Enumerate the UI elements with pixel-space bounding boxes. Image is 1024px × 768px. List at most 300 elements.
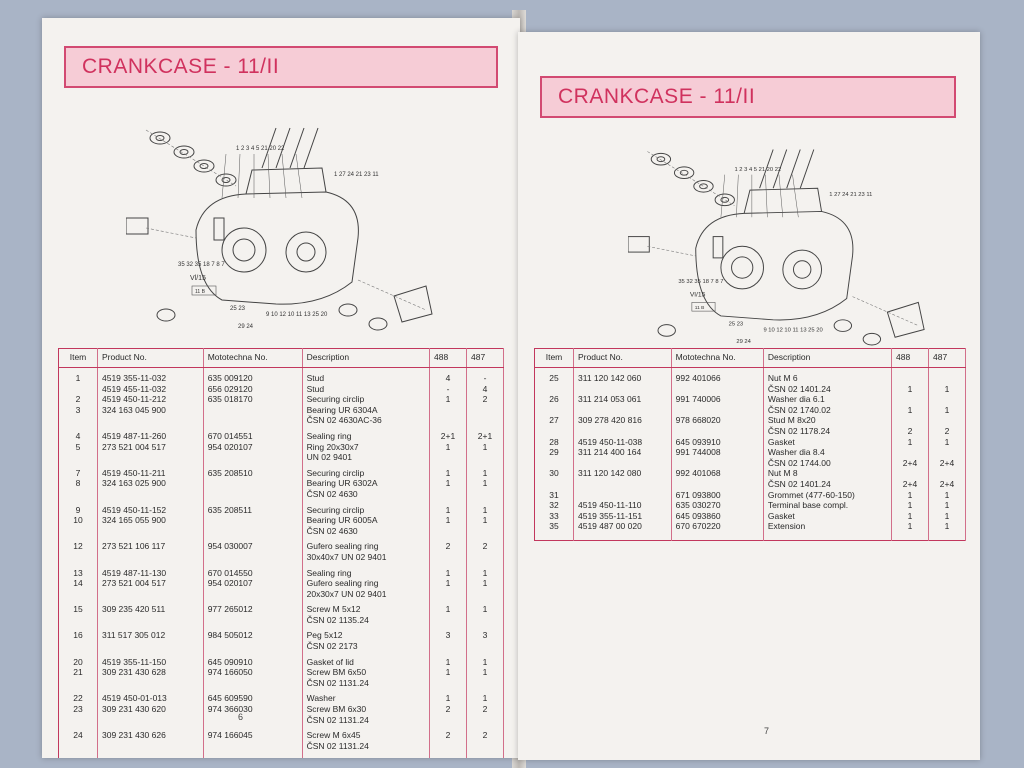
cell-mototechna-no <box>203 615 302 626</box>
table-row <box>535 394 966 405</box>
cylinder-mount <box>744 188 821 213</box>
cell-qty-487 <box>929 415 966 426</box>
assembly-axis-left <box>647 246 695 256</box>
leader-line <box>238 154 240 198</box>
cell-qty-487: 1 <box>929 405 966 416</box>
leader-line <box>282 154 286 198</box>
table-row <box>59 589 504 600</box>
cell-mototechna-no: 645 093860 <box>671 511 763 522</box>
cell-description: Stud <box>302 384 429 395</box>
leader-line <box>222 154 226 198</box>
terminal-base <box>126 218 148 234</box>
crank-bore-right <box>783 250 822 289</box>
cell-qty-487: 1 <box>929 437 966 448</box>
cell-product-no: 309 278 420 816 <box>574 415 672 426</box>
ring-hole-1 <box>156 136 164 141</box>
cell-mototechna-no: 645 609590 <box>203 688 302 704</box>
table-row <box>59 368 504 384</box>
ring-part-2 <box>674 167 693 179</box>
column-header-item: Item <box>59 349 98 368</box>
cell-description: Terminal base compl. <box>763 500 891 511</box>
cell-qty-488 <box>430 741 467 752</box>
column-header-qty-488: 488 <box>430 349 467 368</box>
table-row <box>535 368 966 384</box>
parts-table <box>534 348 966 541</box>
cell-qty-487 <box>467 405 504 416</box>
table-row <box>59 515 504 526</box>
cell-item: 14 <box>59 578 98 589</box>
diagram-label-bottom: 9 10 12 10 11 13 25 20 <box>763 327 823 334</box>
cell-product-no: 4519 450-11-038 <box>574 437 672 448</box>
cell-qty-487: 1 <box>467 599 504 615</box>
cell-product-no: 4519 487-11-130 <box>98 563 204 579</box>
cell-qty-487: 1 <box>467 667 504 678</box>
cell-qty-488 <box>430 615 467 626</box>
cell-product-no <box>98 678 204 689</box>
cell-description: Gasket <box>763 437 891 448</box>
cell-qty-487: 2 <box>467 394 504 405</box>
cell-qty-488: 2 <box>430 536 467 552</box>
cell-qty-488 <box>430 526 467 537</box>
cell-description: Extension <box>763 521 891 532</box>
table-row <box>535 479 966 490</box>
cell-qty-488 <box>892 394 929 405</box>
table-row <box>535 521 966 532</box>
leader-line <box>721 175 725 218</box>
page-number: 6 <box>238 712 244 722</box>
ring-part-1 <box>150 132 170 144</box>
cell-qty-488: 1 <box>430 500 467 516</box>
leader-line <box>736 175 738 218</box>
cell-item <box>59 452 98 463</box>
cell-product-no: 273 521 004 517 <box>98 442 204 453</box>
cell-mototechna-no: 635 208511 <box>203 500 302 516</box>
diagram-signature: Vl/15 <box>689 291 706 299</box>
cell-qty-488 <box>430 415 467 426</box>
cell-item: 20 <box>59 652 98 668</box>
cell-description: Screw BM 6x50 <box>302 667 429 678</box>
cell-qty-488 <box>430 452 467 463</box>
cell-qty-487 <box>929 468 966 479</box>
cell-qty-488: 3 <box>430 625 467 641</box>
cell-mototechna-no <box>671 479 763 490</box>
table-row <box>59 625 504 641</box>
table-row <box>535 500 966 511</box>
diagram-stamp: 11 B <box>694 306 705 312</box>
cell-description: ČSN 02 1131.24 <box>302 741 429 752</box>
table-row <box>535 437 966 448</box>
cell-mototechna-no <box>203 715 302 726</box>
table-row <box>535 405 966 416</box>
table-row <box>59 489 504 500</box>
cell-mototechna-no <box>203 415 302 426</box>
crankcase-body <box>696 211 853 320</box>
cell-product-no <box>98 589 204 600</box>
cell-mototechna-no: 670 014550 <box>203 563 302 579</box>
cell-product-no: 4519 355-11-150 <box>98 652 204 668</box>
cell-item: 4 <box>59 426 98 442</box>
cell-item <box>59 641 98 652</box>
table-row <box>59 552 504 563</box>
leader-line <box>765 175 767 218</box>
bearing-part-2 <box>863 333 880 345</box>
seal-part <box>658 325 675 337</box>
table-row <box>59 452 504 463</box>
terminal-base <box>628 237 649 252</box>
cell-qty-488: 1 <box>892 490 929 501</box>
cell-product-no: 4519 455-11-032 <box>98 384 204 395</box>
table-row <box>535 458 966 469</box>
cell-mototechna-no <box>203 515 302 526</box>
cell-mototechna-no: 635 018170 <box>203 394 302 405</box>
column-header-item: Item <box>535 349 574 368</box>
column-header-product-no: Product No. <box>98 349 204 368</box>
bearing-part-1 <box>339 304 357 316</box>
cell-item <box>59 715 98 726</box>
cell-qty-488: 1 <box>430 563 467 579</box>
table-row <box>535 511 966 522</box>
cell-qty-487: 1 <box>929 511 966 522</box>
cell-description: ČSN 02 1178.24 <box>763 426 891 437</box>
diagram-label-bottom-mid: 29 24 <box>736 339 751 346</box>
cell-description: Securing circlip <box>302 463 429 479</box>
cell-description: Gufero sealing ring <box>302 536 429 552</box>
cell-product-no: 311 214 400 164 <box>574 447 672 458</box>
diagram-label-left: 35 32 35 18 7 8 7 <box>178 262 225 268</box>
cell-description: 20x30x7 UN 02 9401 <box>302 589 429 600</box>
table-row-spacer <box>59 751 504 758</box>
cell-product-no: 4519 355-11-032 <box>98 368 204 384</box>
cell-item <box>59 415 98 426</box>
cell-product-no <box>98 552 204 563</box>
cell-qty-488 <box>430 678 467 689</box>
cell-qty-488: 1 <box>430 394 467 405</box>
cell-qty-487: 1 <box>467 463 504 479</box>
table-row <box>59 405 504 416</box>
cell-qty-487: 3 <box>467 625 504 641</box>
cell-qty-488: 1 <box>892 405 929 416</box>
cell-mototechna-no <box>203 552 302 563</box>
table-row <box>59 652 504 668</box>
cell-qty-487: 1 <box>467 442 504 453</box>
cell-qty-488: 1 <box>892 500 929 511</box>
cell-item <box>59 489 98 500</box>
crankcase-exploded-diagram <box>628 132 928 347</box>
cell-item <box>59 589 98 600</box>
cell-description: ČSN 02 4630 <box>302 489 429 500</box>
cell-mototechna-no: 991 740006 <box>671 394 763 405</box>
cell-mototechna-no: 954 030007 <box>203 536 302 552</box>
cell-mototechna-no <box>203 478 302 489</box>
cylinder-mount <box>246 168 326 194</box>
cell-description: Screw M 6x45 <box>302 725 429 741</box>
cell-mototechna-no <box>203 452 302 463</box>
diagram-label-bottom-left: 25 23 <box>230 306 246 312</box>
cell-qty-488 <box>430 552 467 563</box>
diagram-label-bottom-mid: 29 24 <box>238 324 254 330</box>
table-row <box>59 463 504 479</box>
cell-qty-488: 1 <box>430 599 467 615</box>
cell-qty-487 <box>929 368 966 384</box>
cell-item: 12 <box>59 536 98 552</box>
cell-product-no: 4519 450-11-110 <box>574 500 672 511</box>
cell-qty-487: - <box>467 368 504 384</box>
cell-description: Nut M 8 <box>763 468 891 479</box>
diagram-label-bottom: 9 10 12 10 11 13 25 20 <box>266 312 328 318</box>
cell-qty-487: 2 <box>467 725 504 741</box>
cell-qty-488 <box>430 489 467 500</box>
table-row <box>59 578 504 589</box>
cell-qty-487: 2 <box>467 536 504 552</box>
cell-description: ČSN 02 2173 <box>302 641 429 652</box>
cell-qty-488: 2+4 <box>892 458 929 469</box>
cell-item <box>59 526 98 537</box>
left-page <box>42 18 520 758</box>
cell-qty-487: 1 <box>467 652 504 668</box>
cell-description: Gasket <box>763 511 891 522</box>
cell-mototechna-no: 954 020107 <box>203 578 302 589</box>
parts-table-body <box>59 368 504 759</box>
cell-qty-487 <box>467 552 504 563</box>
cell-item <box>535 405 574 416</box>
diagram-label-right-top: 1 27 24 21 23 11 <box>334 172 379 178</box>
leader-line <box>793 175 799 218</box>
cell-item: 1 <box>59 368 98 384</box>
crank-bore-right-inner <box>793 261 810 278</box>
cell-item <box>535 458 574 469</box>
table-row <box>59 741 504 752</box>
cell-qty-487 <box>467 589 504 600</box>
right-page <box>518 32 980 760</box>
cell-product-no: 309 235 420 511 <box>98 599 204 615</box>
seal-part <box>157 309 175 321</box>
cell-description: ČSN 02 4630 <box>302 526 429 537</box>
cell-item <box>535 479 574 490</box>
cell-qty-488: 1 <box>892 511 929 522</box>
bearing-part-2 <box>369 318 387 330</box>
cell-qty-488 <box>892 415 929 426</box>
cell-mototechna-no: 978 668020 <box>671 415 763 426</box>
table-row <box>59 678 504 689</box>
cell-item: 24 <box>59 725 98 741</box>
cell-description: Washer dia 8.4 <box>763 447 891 458</box>
cell-mototechna-no: 977 265012 <box>203 599 302 615</box>
cell-description: ČSN 02 1131.24 <box>302 678 429 689</box>
cell-description: Peg 5x12 <box>302 625 429 641</box>
cell-qty-487 <box>929 447 966 458</box>
cell-qty-487 <box>467 452 504 463</box>
table-row <box>59 384 504 395</box>
cell-product-no <box>574 426 672 437</box>
cell-mototechna-no: 671 093800 <box>671 490 763 501</box>
cell-description: ČSN 02 1401.24 <box>763 479 891 490</box>
cell-item <box>535 384 574 395</box>
cell-item: 35 <box>535 521 574 532</box>
cell-item: 26 <box>535 394 574 405</box>
cell-qty-487 <box>467 489 504 500</box>
leader-line <box>779 175 783 218</box>
cell-qty-488 <box>430 641 467 652</box>
cell-qty-488: 1 <box>892 521 929 532</box>
cell-product-no <box>574 405 672 416</box>
cell-qty-487: 4 <box>467 384 504 395</box>
side-boss <box>214 218 224 240</box>
cell-product-no: 311 214 053 061 <box>574 394 672 405</box>
cell-qty-487 <box>467 615 504 626</box>
cell-qty-487 <box>467 678 504 689</box>
assembly-axis-left <box>146 228 196 238</box>
cell-product-no: 309 231 430 626 <box>98 725 204 741</box>
cell-description: Bearing UR 6005A <box>302 515 429 526</box>
cell-item: 5 <box>59 442 98 453</box>
table-row <box>59 704 504 715</box>
table-row <box>535 447 966 458</box>
cell-mototechna-no: 635 009120 <box>203 368 302 384</box>
cell-item: 2 <box>59 394 98 405</box>
diagram-label-bottom-left: 25 23 <box>728 321 744 328</box>
cell-item <box>59 384 98 395</box>
cell-qty-487 <box>467 715 504 726</box>
cell-product-no: 273 521 004 517 <box>98 578 204 589</box>
cell-item: 25 <box>535 368 574 384</box>
cell-description: ČSN 02 1401.24 <box>763 384 891 395</box>
table-row <box>535 468 966 479</box>
cell-description: Screw BM 6x30 <box>302 704 429 715</box>
page-title: CRANKCASE - 11/II <box>558 85 756 108</box>
cell-item <box>59 552 98 563</box>
parts-table <box>58 348 504 758</box>
cell-product-no <box>98 741 204 752</box>
table-row <box>59 478 504 489</box>
cell-mototechna-no <box>671 384 763 395</box>
cell-qty-488: 1 <box>430 688 467 704</box>
cell-product-no: 4519 450-11-152 <box>98 500 204 516</box>
cell-mototechna-no <box>203 741 302 752</box>
diagram-label-top: 1 2 3 4 5 21 20 22 <box>734 166 782 173</box>
cell-mototechna-no: 645 093910 <box>671 437 763 448</box>
cell-product-no <box>98 489 204 500</box>
cell-product-no <box>574 490 672 501</box>
leader-line <box>296 154 302 198</box>
cell-qty-487: 2+4 <box>929 479 966 490</box>
cell-qty-488: 2+4 <box>892 479 929 490</box>
cell-item: 30 <box>535 468 574 479</box>
table-row <box>59 536 504 552</box>
crank-bore-right-inner <box>297 243 315 261</box>
cell-mototechna-no <box>203 589 302 600</box>
ring-hole-1 <box>657 157 665 162</box>
cell-mototechna-no: 656 029120 <box>203 384 302 395</box>
cell-item: 29 <box>535 447 574 458</box>
stud-4 <box>800 150 814 189</box>
assembly-axis-top <box>647 151 734 205</box>
cell-item: 32 <box>535 500 574 511</box>
cell-qty-488: 1 <box>892 384 929 395</box>
cell-item: 27 <box>535 415 574 426</box>
table-row <box>59 500 504 516</box>
cell-item: 3 <box>59 405 98 416</box>
cell-qty-487: 1 <box>467 688 504 704</box>
assembly-axis-top <box>146 130 236 186</box>
ring-part-2 <box>174 146 194 158</box>
cell-description: Securing circlip <box>302 394 429 405</box>
crankcase-body <box>196 192 358 304</box>
cell-item <box>535 426 574 437</box>
cell-mototechna-no: 992 401068 <box>671 468 763 479</box>
column-header-qty-488: 488 <box>892 349 929 368</box>
cell-product-no: 4519 487-11-260 <box>98 426 204 442</box>
assembly-axis-right <box>853 297 919 326</box>
cell-mototechna-no: 670 014551 <box>203 426 302 442</box>
cell-qty-488: 1 <box>430 463 467 479</box>
cell-product-no: 324 163 025 900 <box>98 478 204 489</box>
diagram-label-left: 35 32 35 18 7 8 7 <box>678 279 724 286</box>
cell-product-no: 4519 355-11-151 <box>574 511 672 522</box>
cell-item: 15 <box>59 599 98 615</box>
cell-qty-487: 2 <box>929 426 966 437</box>
cell-qty-488: 1 <box>430 442 467 453</box>
cell-qty-487: 1 <box>467 578 504 589</box>
cell-product-no: 4519 450-11-212 <box>98 394 204 405</box>
table-header-row <box>535 349 966 368</box>
cell-mototechna-no: 974 166045 <box>203 725 302 741</box>
cell-qty-487: 1 <box>467 563 504 579</box>
cell-product-no <box>98 415 204 426</box>
cell-qty-488: 1 <box>892 437 929 448</box>
cell-qty-488 <box>430 405 467 416</box>
cell-qty-488: 2 <box>430 725 467 741</box>
cell-mototechna-no <box>203 405 302 416</box>
cell-qty-488: 1 <box>430 515 467 526</box>
cell-qty-487 <box>467 526 504 537</box>
cell-qty-488 <box>892 447 929 458</box>
cell-description: Bearing UR 6304A <box>302 405 429 416</box>
cell-mototechna-no: 635 208510 <box>203 463 302 479</box>
cell-qty-488: 1 <box>430 667 467 678</box>
page-title-box <box>540 76 956 118</box>
cell-description: Securing circlip <box>302 500 429 516</box>
table-row <box>59 725 504 741</box>
cell-qty-488 <box>430 715 467 726</box>
cell-description: Gasket of lid <box>302 652 429 668</box>
cell-mototechna-no <box>203 678 302 689</box>
stud-4 <box>304 128 318 168</box>
cell-qty-488: 1 <box>430 652 467 668</box>
cell-mototechna-no: 984 505012 <box>203 625 302 641</box>
cell-product-no: 311 517 305 012 <box>98 625 204 641</box>
table-row <box>59 667 504 678</box>
cell-product-no <box>98 641 204 652</box>
cell-item <box>59 678 98 689</box>
diagram-signature: Vl/15 <box>190 275 206 282</box>
cell-mototechna-no: 670 670220 <box>671 521 763 532</box>
table-row <box>59 615 504 626</box>
cell-mototechna-no <box>671 426 763 437</box>
cell-product-no: 4519 450-01-013 <box>98 688 204 704</box>
bearing-part-1 <box>834 320 851 332</box>
cell-qty-487: 2 <box>467 704 504 715</box>
cell-description: ČSN 02 1131.24 <box>302 715 429 726</box>
cell-product-no: 311 120 142 060 <box>574 368 672 384</box>
cell-qty-488: 4 <box>430 368 467 384</box>
cell-qty-488: 2 <box>892 426 929 437</box>
assembly-axis-right <box>358 280 426 310</box>
table-row <box>59 715 504 726</box>
cell-item: 9 <box>59 500 98 516</box>
cell-qty-487: 1 <box>929 500 966 511</box>
cell-item: 31 <box>535 490 574 501</box>
cell-qty-487: 1 <box>929 490 966 501</box>
